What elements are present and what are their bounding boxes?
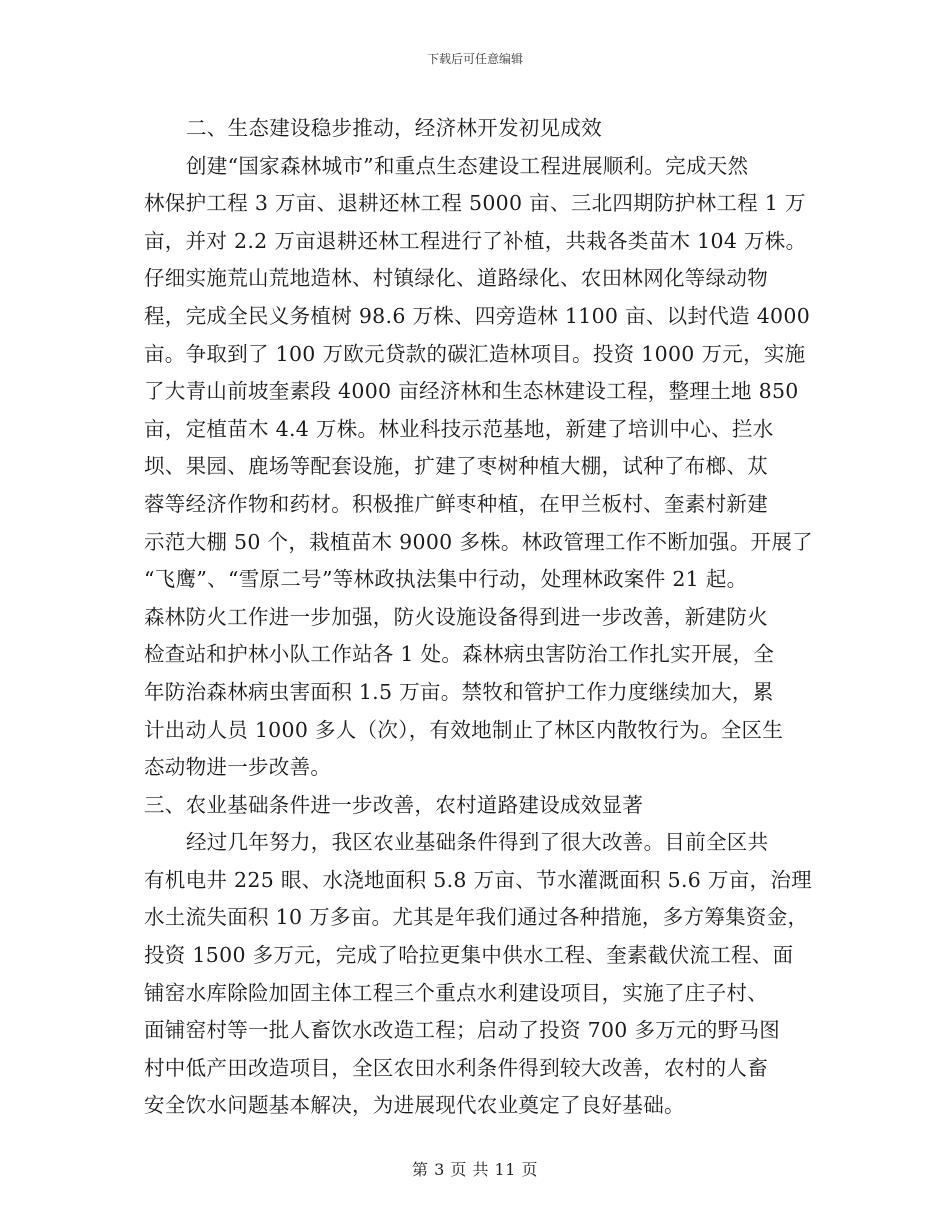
paragraph-line: 亩，并对 2.2 万亩退耕还林工程进行了补植，共栽各类苗木 104 万株。: [144, 228, 807, 253]
paragraph-line: 有机电井 225 眼、水浇地面积 5.8 万亩、节水灌溉面积 5.6 万亩，治理: [144, 867, 812, 892]
paragraph-line: 检查站和护林小队工作站各 1 处。森林病虫害防治工作扎实开展，全: [144, 642, 775, 667]
paragraph-line: 示范大棚 50 个，栽植苗木 9000 多株。林政管理工作不断加强。开展了: [144, 529, 813, 554]
paragraph-line: 村中低产田改造项目，全区农田水利条件得到较大改善，农村的人畜: [144, 1055, 768, 1080]
paragraph-line: “飞鹰”、“雪原二号”等林政执法集中行动，处理林政案件 21 起。: [144, 567, 748, 592]
paragraph-line: 坝、果园、鹿场等配套设施，扩建了枣树种植大棚，试种了布榔、苁: [144, 454, 768, 479]
paragraph-line: 水土流失面积 10 万多亩。尤其是年我们通过各种措施，多方筹集资金，: [144, 905, 809, 930]
paragraph-line: 亩，定植苗木 4.4 万株。林业科技示范基地，新建了培训中心、拦水: [144, 416, 774, 441]
paragraph-line: 程，完成全民义务植树 98.6 万株、四旁造林 1100 亩、以封代造 4000: [144, 303, 811, 328]
paragraph-line: 仔细实施荒山荒地造林、村镇绿化、道路绿化、农田林网化等绿动物: [144, 266, 768, 291]
paragraph-line: 年防治森林病虫害面积 1.5 万亩。禁牧和管护工作力度继续加大，累: [144, 679, 774, 704]
page-header: 下载后可任意编辑: [426, 52, 523, 66]
paragraph-line: 创建“国家森林城市”和重点生态建设工程进展顺利。完成天然: [186, 153, 749, 178]
paragraph-line: 亩。争取到了 100 万欧元贷款的碳汇造林项目。投资 1000 万元，实施: [144, 341, 806, 366]
paragraph-line: 了大青山前坡奎素段 4000 亩经济林和生态林建设工程，整理土地 850: [144, 379, 799, 404]
paragraph-line: 投资 1500 多万元，完成了哈拉更集中供水工程、奎素截伏流工程、面: [144, 943, 794, 968]
section-heading-2: 二、生态建设稳步推动，经济林开发初见成效: [186, 116, 602, 140]
section-heading-3: 三、农业基础条件进一步改善，农村道路建设成效显著: [144, 792, 644, 817]
paragraph-line: 林保护工程 3 万亩、退耕还林工程 5000 亩、三北四期防护林工程 1 万: [144, 191, 806, 216]
paragraph-line: 安全饮水问题基本解决，为进展现代农业奠定了良好基础。: [144, 1093, 685, 1118]
paragraph-line: 计出动人员 1000 多人（次），有效地制止了林区内散牧行为。全区生: [144, 717, 784, 742]
paragraph-line: 经过几年努力，我区农业基础条件得到了很大改善。目前全区共: [186, 830, 769, 855]
paragraph-line: 态动物进一步改善。: [144, 755, 332, 780]
paragraph-line: 蓉等经济作物和药材。积极推广鲜枣种植，在甲兰板村、奎素村新建: [144, 491, 768, 516]
paragraph-line: 森林防火工作进一步加强，防火设施设备得到进一步改善，新建防火: [144, 604, 768, 629]
paragraph-line: 铺窑水库除险加固主体工程三个重点水利建设项目，实施了庄子村、: [144, 980, 768, 1005]
page-footer: 第 3 页 共 11 页: [412, 1160, 538, 1179]
document-body: [144, 110, 813, 1125]
paragraph-line: 面铺窑村等一批人畜饮水改造工程；启动了投资 700 多万元的野马图: [144, 1018, 781, 1043]
